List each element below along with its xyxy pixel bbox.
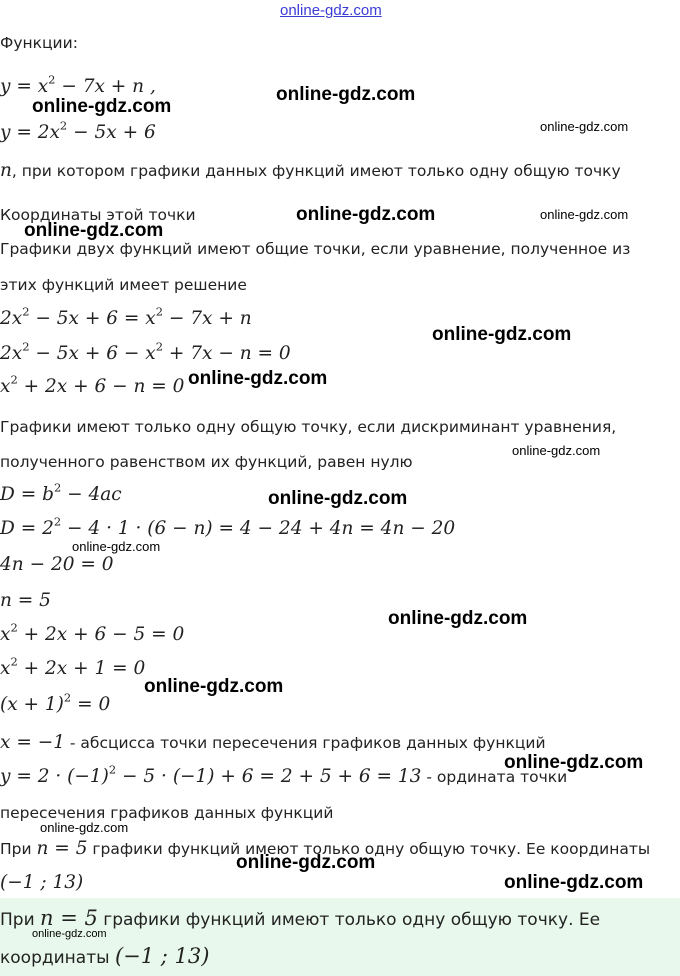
equation-simpl: $x^2 + 2x + 1 = 0$: [0, 654, 146, 679]
answer-line-2: координаты (−1 ; 13): [0, 944, 210, 968]
watermark: online-gdz.com: [188, 368, 328, 389]
watermark: online-gdz.com: [268, 488, 408, 509]
watermark: online-gdz.com: [40, 820, 129, 835]
watermark: online-gdz.com: [432, 324, 572, 345]
conclusion-line: При n = 5 графики функций имеют только одну общую точку. Ее координаты: [0, 838, 651, 859]
one-point-line-2: полученного равенством их функций, равен нулю: [0, 453, 413, 471]
watermark: online-gdz.com: [504, 752, 644, 773]
heading: Функции:: [0, 34, 78, 52]
equation-sub: $x^2 + 2x + 6 - 5 = 0$: [0, 620, 185, 645]
coords-line: Координаты этой точки: [0, 206, 196, 224]
watermark: online-gdz.com: [32, 96, 172, 117]
equation-3: $x^2 + 2x + 6 - n = 0$: [0, 372, 185, 397]
equation-1: $2x^2 - 5x + 6 = x^2 - 7x + n$: [0, 304, 252, 329]
discriminant-calc: $D = 2^2 - 4 \cdot 1 \cdot (6 - n) = 4 - 24 + 4n = 4n - 20$: [0, 514, 456, 539]
watermark: online-gdz.com: [504, 872, 644, 893]
watermark: online-gdz.com: [540, 207, 629, 222]
answer-line-1: При n = 5 графики функций имеют только одну общую точку. Ее: [0, 906, 601, 930]
equation-square: $(x + 1)^2 = 0$: [0, 690, 111, 715]
ordinate-line: $y = 2 \cdot (-1)^2 - 5 \cdot (-1) + 6 = 2 + 5 + 6 = 13$ - ордината точки: [0, 762, 568, 787]
watermark: online-gdz.com: [296, 204, 436, 225]
watermark: online-gdz.com: [512, 443, 601, 458]
common-points-line-2: этих функций имеет решение: [0, 276, 247, 294]
one-point-line-1: Графики имеют только одну общую точку, если дискриминант уравнения,: [0, 418, 617, 436]
watermark: online-gdz.com: [236, 852, 376, 873]
watermark: online-gdz.com: [540, 119, 629, 134]
site-link[interactable]: online-gdz.com: [280, 2, 382, 19]
n-value: n = 5: [0, 590, 51, 611]
discriminant-formula: $D = b^2 - 4ac$: [0, 480, 122, 505]
abscissa-line: x = −1 - абсцисса точки пересечения графиков данных функций: [0, 732, 546, 753]
watermark: online-gdz.com: [388, 608, 528, 629]
watermark: online-gdz.com: [24, 220, 164, 241]
coordinates-value: (−1 ; 13): [0, 872, 84, 893]
function-2: $y = 2x^2 - 5x + 6$: [0, 118, 156, 143]
equation-4n: 4n − 20 = 0: [0, 554, 114, 575]
find-n-line: n, при котором графики данных функций имеют только одну общую точку: [0, 160, 621, 181]
ordinate-line-2: пересечения графиков данных функций: [0, 804, 334, 822]
watermark: online-gdz.com: [32, 928, 107, 940]
common-points-line-1: Графики двух функций имеют общие точки, если уравнение, полученное из: [0, 240, 631, 258]
watermark: online-gdz.com: [276, 84, 416, 105]
equation-2: $2x^2 - 5x + 6 - x^2 + 7x - n = 0$: [0, 339, 291, 364]
function-1: $y = x^2 - 7x + n$ ,: [0, 72, 156, 97]
watermark: online-gdz.com: [144, 676, 284, 697]
watermark: online-gdz.com: [72, 539, 161, 554]
